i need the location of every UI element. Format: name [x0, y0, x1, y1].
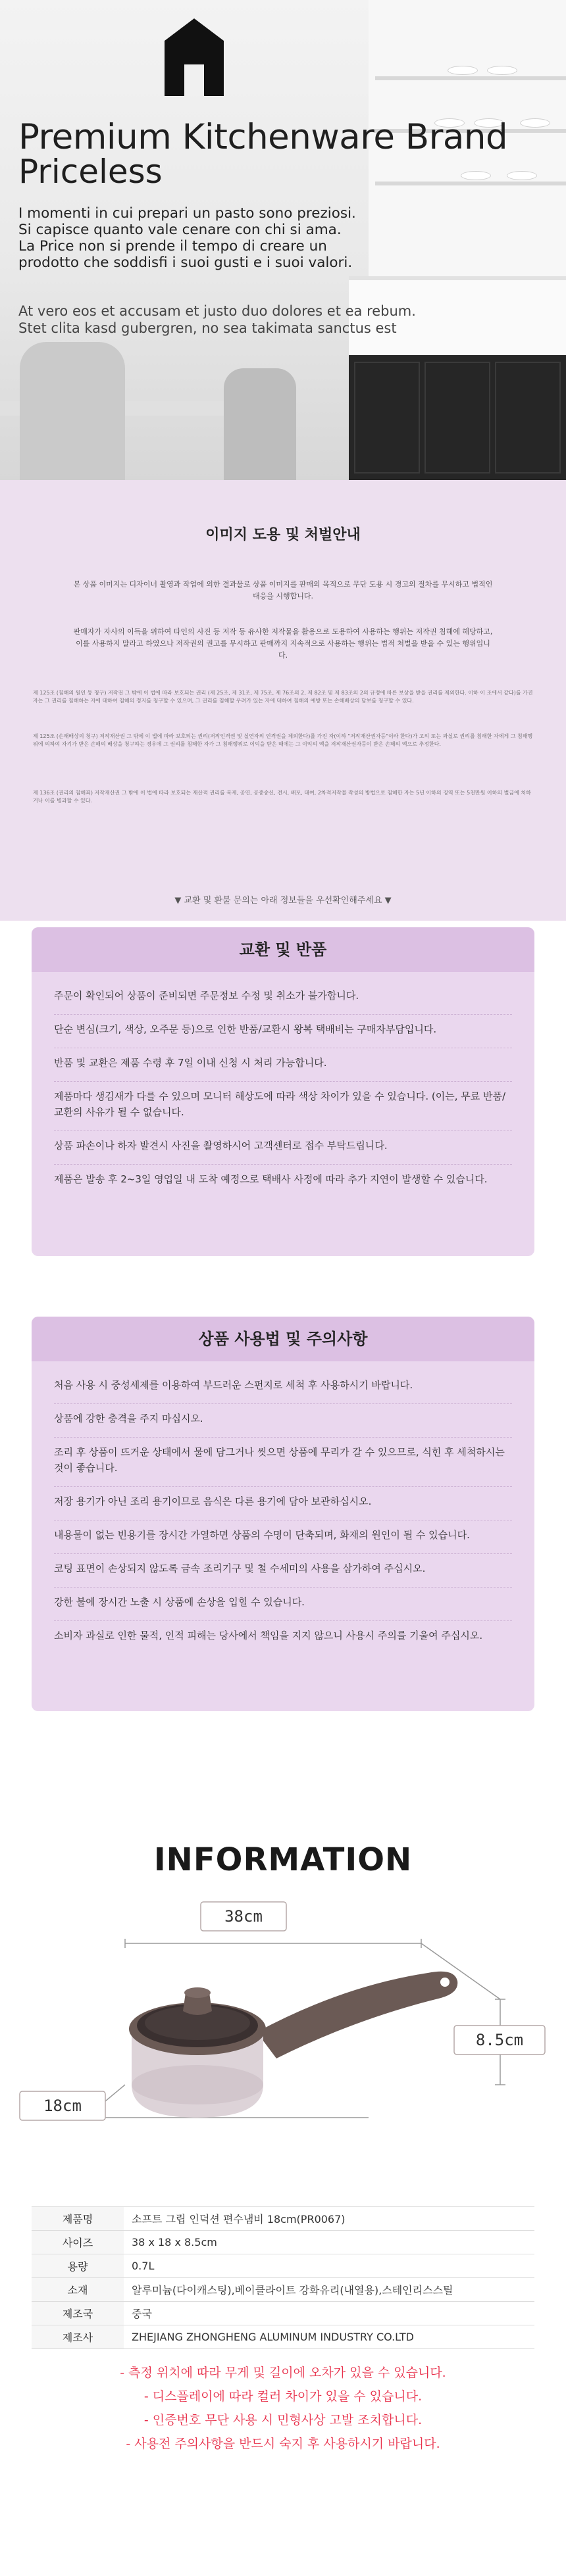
notice-guide: ▼ 교환 및 환불 문의는 아래 정보들을 우선확인해주세요 ▼ [174, 896, 392, 906]
list-item: 단순 변심(크기, 색상, 오주문 등)으로 인한 반품/교환시 왕복 택배비는 구매자부담입니다. [54, 1015, 512, 1048]
exchange-title: 교환 및 반품 [32, 927, 534, 972]
hero-line: Si capisce quanto vale cenare con chi si ama. [18, 222, 342, 238]
information-title: INFORMATION [153, 1841, 413, 1878]
spec-label: 제조사 [32, 2325, 124, 2349]
list-item: 주문이 확인되어 상품이 준비되면 주문정보 수정 및 취소가 불가합니다. [54, 981, 512, 1015]
exchange-list [32, 972, 534, 1204]
list-item: 소비자 과실로 인한 물적, 인적 피해는 당사에서 책임을 지지 않으니 사용시 주의를 기울여 주십시오. [54, 1630, 483, 1641]
dim-label-length [201, 1902, 286, 1931]
hero-banner [0, 0, 566, 480]
table-row [32, 2325, 534, 2349]
hero-subtitle: Priceless [18, 153, 163, 191]
brand-logo-icon [165, 18, 224, 96]
law-clause: 제 136조 (권리의 침해죄) 저작재산권 그 밖에 이 법에 따라 보호되는 재산적 권리를 복제, 공연, 공중송신, 전시, 배포, 대여, 2차적저작물 작성의 방법으로 침해한 자는 5년 이하의 징역 또는 5천만원 이하의 벌금에 처하거나 이를 병과할 수 있다. [33, 790, 531, 804]
table-row [32, 2278, 534, 2302]
spec-label: 사이즈 [32, 2231, 124, 2254]
saucepan-illustration [129, 1972, 457, 2118]
hero-chair [224, 368, 296, 480]
spec-value: 38 x 18 x 8.5cm [124, 2231, 534, 2254]
note-line: - 측정 위치에 따라 무게 및 길이에 오차가 있을 수 있습니다. [120, 2366, 446, 2380]
hero-plate [507, 171, 537, 180]
list-item: 제품마다 생김새가 다를 수 있으며 모니터 해상도에 따라 색상 차이가 있을 수 있습니다. (이는, 무료 반품/교환의 사유가 될 수 없습니다. [54, 1082, 512, 1131]
list-item: 강한 불에 장시간 노출 시 상품에 손상을 입힐 수 있습니다. [54, 1588, 512, 1621]
notice-paragraph: 판매자가 자사의 이득을 위하여 타인의 사진 등 저작 등 유사한 저작물을 활용으로 도용하여 사용하는 행위는 저작권 침해에 해당하고, 이를 사용하지 말라고 하였으나 저작권의 권고를 무시하고 판매까지 지속적으로 사용하는 행위는 법적 처벌을 받을 수 있는 행위입니다. [73, 627, 493, 660]
list-item: 처음 사용 시 중성세제를 이용하여 부드러운 스펀지로 세척 후 사용하시기 바랍니다. [54, 1371, 512, 1404]
hero-latin-text [18, 303, 479, 337]
hero-plate [520, 118, 550, 128]
exchange-return-box [32, 927, 534, 1256]
note-line: - 인증번호 무단 사용 시 민형사상 고발 조치합니다. [143, 2413, 423, 2427]
hero-line: At vero eos et accusam et justo duo dolores et ea rebum. [18, 303, 416, 319]
law-clause: 제 125조 (손해배상의 청구) 저작재산권 그 밖에 이 법에 따라 보호되는 권리(저작인격권 및 실연자의 인격권을 제외한다)를 가진 자(이하 "저작재산권자등"이라 한다)가 고의 또는 과실로 권리를 침해한 자에게 그 침해행위에 의하여 자기가 받은 손해의 배상을 청구하는 경우에 그 권리를 침해한 자가 그 침해행위로 이익을 받은 때에는 그 이익의 액을 저작재산권자등이 받은 손해의 액으로 추정한다. [33, 733, 533, 747]
hero-shelf [375, 182, 566, 185]
table-row [32, 2207, 534, 2231]
hero-line: Stet clita kasd gubergren, no sea takimata sanctus est [18, 320, 397, 336]
list-item: 상품 파손이나 하자 발견시 사진을 촬영하시어 고객센터로 접수 부탁드립니다. [54, 1131, 512, 1165]
list-item: 내용물이 없는 빈용기를 장시간 가열하면 상품의 수명이 단축되며, 화재의 원인이 될 수 있습니다. [54, 1520, 512, 1554]
list-item: 조리 후 상품이 뜨거운 상태에서 물에 담그거나 씻으면 상품에 무리가 갈 수 있으므로, 식힌 후 세척하시는 것이 좋습니다. [54, 1438, 512, 1487]
dim-diameter-text: 18cm [43, 2097, 82, 2115]
list-item: 상품에 강한 충격을 주지 마십시오. [54, 1404, 512, 1438]
spec-value: ZHEJIANG ZHONGHENG ALUMINUM INDUSTRY CO.LTD [124, 2325, 534, 2349]
hero-plate [461, 171, 491, 180]
hero-shelf [375, 76, 566, 80]
product-dimension-figure [0, 1894, 566, 2170]
list-item: 제품은 발송 후 2~3일 영업일 내 도착 예정으로 택배사 사정에 따라 추가 지연이 발생할 수 있습니다. [54, 1173, 488, 1185]
spec-label: 용량 [32, 2254, 124, 2278]
spec-value: 0.7L [124, 2254, 534, 2278]
hero-chair [20, 342, 125, 480]
hero-line: I momenti in cui prepari un pasto sono preziosi. [18, 205, 356, 222]
hero-plate [487, 66, 517, 75]
spec-value: 소프트 그립 인덕션 편수냄비 18cm(PR0067) [124, 2207, 534, 2231]
spec-value: 중국 [124, 2302, 534, 2325]
spec-value: 알루미늄(다이캐스팅),베이클라이트 강화유리(내열용),스테인리스스틸 [124, 2278, 534, 2302]
spec-table [32, 2206, 534, 2349]
spec-label: 제품명 [32, 2207, 124, 2231]
notice-title: 이미지 도용 및 처벌안내 [205, 527, 361, 543]
law-clause: 제 125조 (침해의 원인 등 청구) 저작권 그 밖에 이 법에 따라 보호되는 권리 (제 25조, 제 31조, 제 75조, 제 76조의 2, 제 82조 및 제 83조의 2의 규정에 따른 보상을 받을 권리를 제외한다. 이하 이 조에서 같다)를 가진 자는 그 권리를 침해하는 자에 대하여 침해의 정지를 청구할 수 있으며, 그 권리를 침해할 우려가 있는 자에 대하여 침해의 예방 또는 손해배상의 담보를 청구할 수 있다. [33, 690, 533, 704]
hero-cabinet [349, 355, 566, 480]
caution-notes [0, 2361, 566, 2456]
usage-caution-box [32, 1317, 534, 1711]
table-row [32, 2302, 534, 2325]
hero-italian-text [18, 205, 479, 271]
hero-title: Premium Kitchenware Brand [18, 117, 508, 157]
usage-title: 상품 사용법 및 주의사항 [32, 1317, 534, 1361]
table-row [32, 2254, 534, 2278]
dim-label-height [454, 2026, 545, 2054]
dim-length-text: 38cm [224, 1907, 263, 1926]
spec-label: 소재 [32, 2278, 124, 2302]
list-item: 저장 용기가 아닌 조리 용기이므로 음식은 다른 용기에 담아 보관하십시오. [54, 1487, 512, 1520]
dim-height-text: 8.5cm [475, 2031, 524, 2049]
image-notice-section [0, 480, 566, 921]
note-line: - 디스플레이에 따라 컬러 차이가 있을 수 있습니다. [143, 2389, 423, 2404]
hero-plate [448, 66, 478, 75]
usage-list [32, 1361, 534, 1661]
list-item: 반품 및 교환은 제품 수령 후 7일 이내 신청 시 처리 가능합니다. [54, 1048, 512, 1082]
note-line: - 사용전 주의사항을 반드시 숙지 후 사용하시기 바랍니다. [126, 2437, 440, 2451]
notice-paragraph: 본 상품 이미지는 디자이너 촬영과 작업에 의한 결과물로 상품 이미지를 판매의 목적으로 무단 도용 시 경고의 절차를 무시하고 법적인 대응을 시행합니다. [73, 580, 493, 600]
hero-line: La Price non si prende il tempo di creare un [18, 238, 327, 255]
spec-label: 제조국 [32, 2302, 124, 2325]
hero-line: prodotto che soddisfi i suoi gusti e i suoi valori. [18, 255, 353, 271]
dim-label-diameter [20, 2091, 105, 2120]
list-item: 코팅 표면이 손상되지 않도록 금속 조리기구 및 철 수세미의 사용을 삼가하여 주십시오. [54, 1554, 512, 1588]
table-row [32, 2231, 534, 2254]
